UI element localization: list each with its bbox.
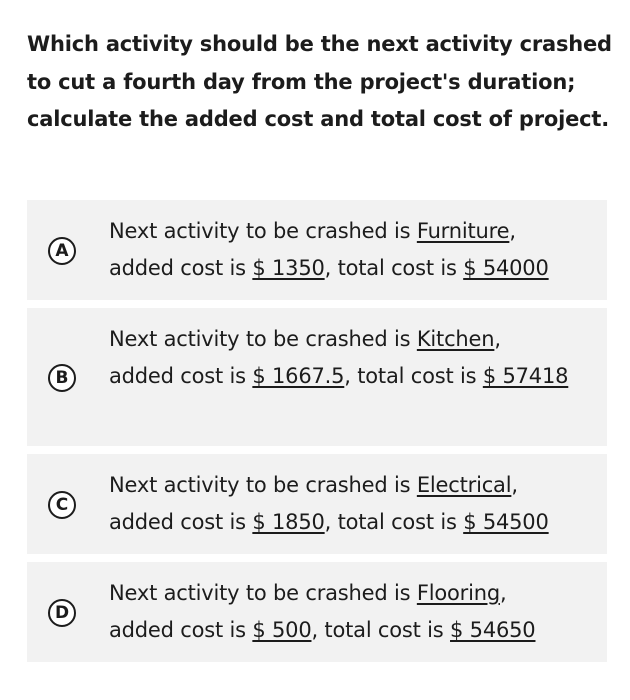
option-c-comma: , — [511, 473, 518, 497]
option-c[interactable] — [27, 454, 607, 554]
option-b-added-cost: $ 1667.5 — [252, 364, 345, 388]
option-d-total-cost: $ 54650 — [450, 618, 536, 642]
option-d-added-cost: $ 500 — [252, 618, 312, 642]
option-a-total-label: , total cost is — [324, 256, 464, 280]
option-a-text — [109, 213, 579, 287]
option-d-comma: , — [499, 581, 507, 605]
option-d-total-label: , total cost is — [311, 618, 451, 642]
option-a-added-label: added cost is — [109, 256, 253, 280]
option-d-activity: Flooring — [416, 581, 500, 605]
option-b-added-label: added cost is — [109, 364, 253, 388]
option-c-text — [109, 467, 579, 541]
option-a-comma: , — [509, 219, 516, 243]
option-d-letter-badge: D — [48, 599, 76, 627]
option-b-total-label: , total cost is — [344, 364, 483, 388]
option-a[interactable] — [27, 200, 607, 300]
option-a-letter-badge: A — [48, 237, 76, 265]
option-c-total-label: , total cost is — [324, 510, 464, 534]
question-text: Which activity should be the next activity crashed to cut a fourth day from the project's duration; calculate the added cost and total cost of project. — [27, 32, 612, 131]
option-a-added-cost: $ 1350 — [252, 256, 325, 280]
option-d-text — [109, 575, 579, 649]
option-b[interactable] — [27, 308, 607, 446]
option-b-prefix: Next activity to be crashed is — [109, 327, 417, 351]
option-c-prefix: Next activity to be crashed is — [109, 473, 417, 497]
option-c-activity: Electrical — [416, 473, 512, 497]
option-a-activity: Furniture — [416, 219, 510, 243]
option-b-comma: , — [494, 327, 501, 351]
option-c-letter-badge: C — [48, 491, 76, 519]
option-c-added-cost: $ 1850 — [252, 510, 325, 534]
option-b-letter-badge: B — [48, 364, 76, 392]
option-b-activity: Kitchen — [416, 327, 495, 351]
option-b-text — [109, 321, 579, 395]
option-a-total-cost: $ 54000 — [463, 256, 549, 280]
option-a-prefix: Next activity to be crashed is — [109, 219, 417, 243]
option-b-total-cost: $ 57418 — [482, 364, 569, 388]
option-d-prefix: Next activity to be crashed is — [109, 581, 417, 605]
option-c-added-label: added cost is — [109, 510, 253, 534]
option-d-added-label: added cost is — [109, 618, 253, 642]
option-c-total-cost: $ 54500 — [463, 510, 549, 534]
option-d[interactable] — [27, 562, 607, 662]
